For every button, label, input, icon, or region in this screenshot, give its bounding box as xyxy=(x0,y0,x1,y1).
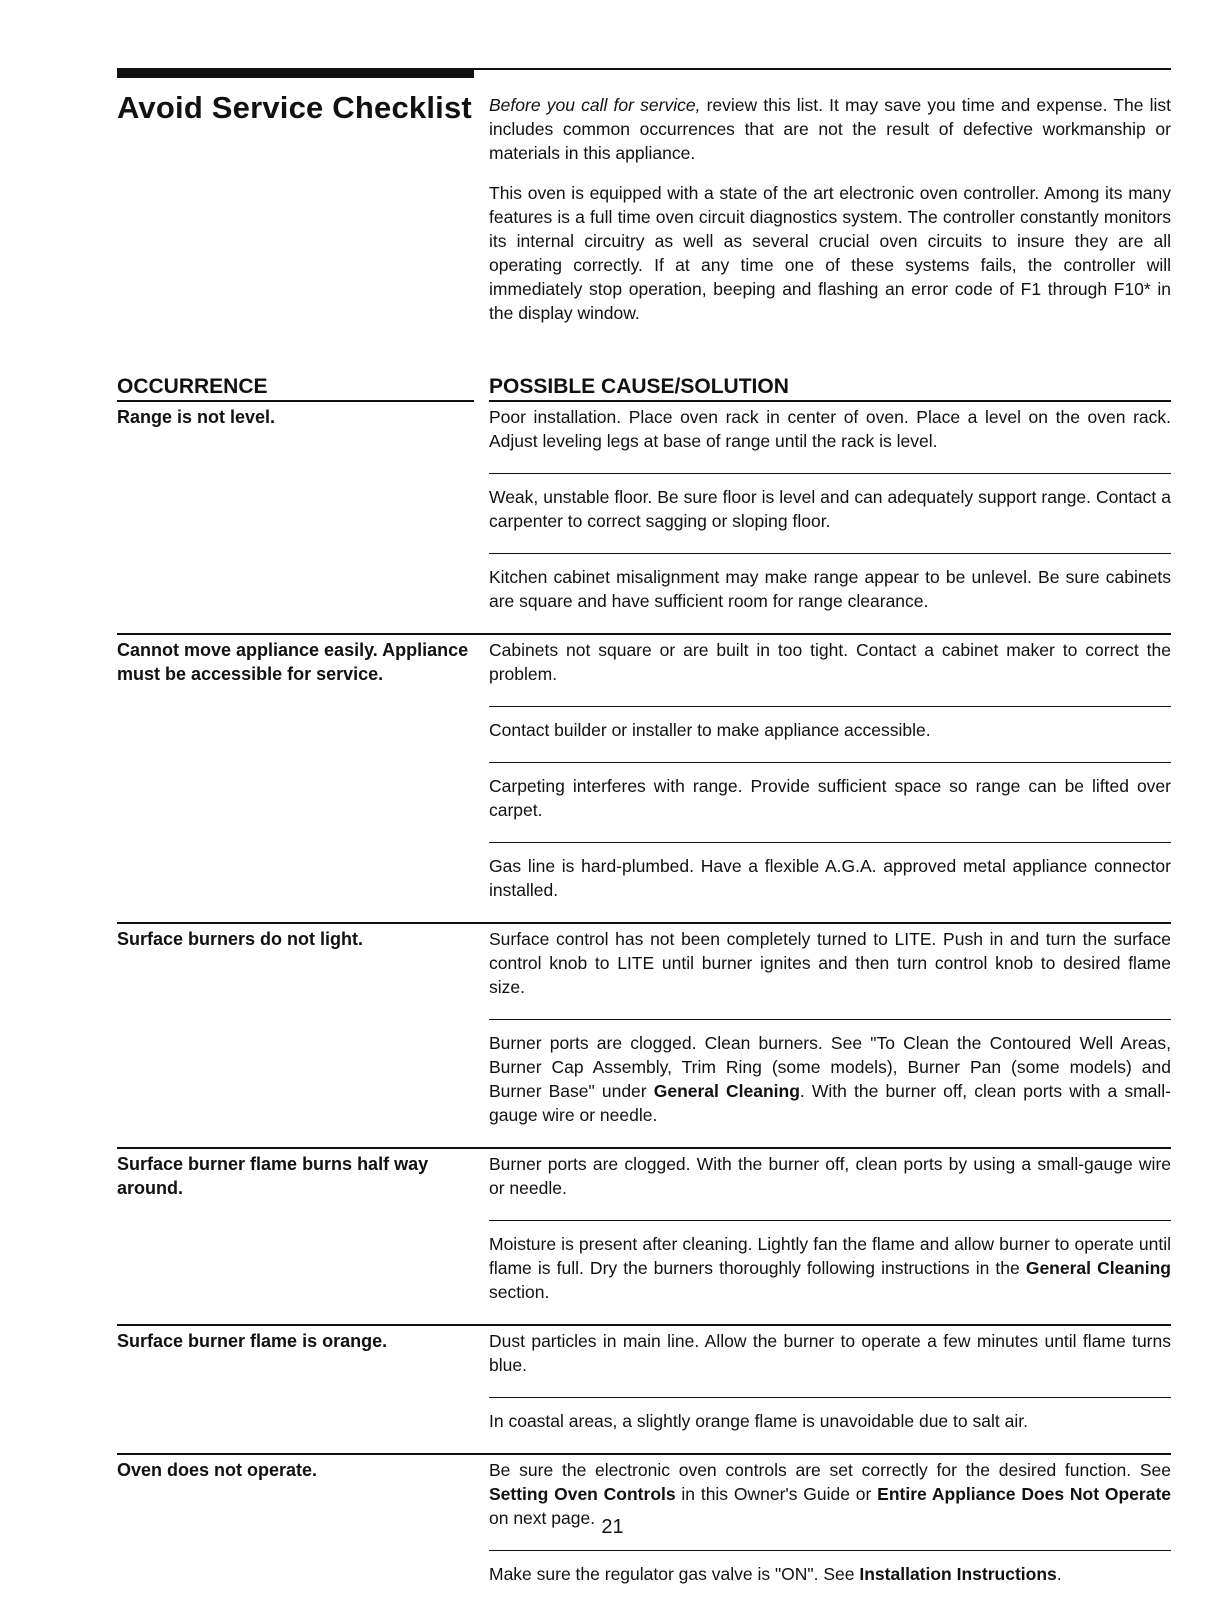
solution-text: In coastal areas, a slightly orange flame is unavoidable due to salt air. xyxy=(489,1411,1028,1431)
solution-text: Kitchen cabinet misalignment may make range appear to be unlevel. Be sure cabinets are square and have sufficient room for range clearance. xyxy=(489,567,1171,611)
solution-text: Surface control has not been completely turned to LITE. Push in and turn the surface control knob to LITE until burner ignites and then turn control knob to desired flame size. xyxy=(489,929,1171,997)
solution-item xyxy=(489,402,1171,473)
solution-text: Moisture is present after cleaning. Lightly fan the flame and allow burner to operate until flame is full. Dry the burners thoroughly following instructions in the xyxy=(489,1234,1171,1278)
intro-paragraph-2: This oven is equipped with a state of the art electronic oven controller. Among its many features is a full time oven circuit diagnostics system. The controller constantly monitors its internal circuitry as well as several crucial oven circuits to insure they are all operating correctly. If at any time one of these systems fails, the controller will immediately stop operation, beeping and flashing an error code of F1 through F10* in the display window. xyxy=(489,183,1171,323)
solution-item xyxy=(489,1019,1171,1147)
occurrence-text: Cannot move appliance easily. Appliance must be accessible for service. xyxy=(117,640,469,684)
solution-item xyxy=(489,1550,1171,1606)
solutions-list xyxy=(489,402,1171,633)
solutions-list xyxy=(489,1326,1171,1453)
solution-text: Weak, unstable floor. Be sure floor is level and can adequately support range. Contact a carpenter to correct sagging or sloping floor. xyxy=(489,487,1171,531)
solution-text: section. xyxy=(489,1282,550,1302)
page-number: 21 xyxy=(601,1516,624,1538)
solution-item xyxy=(489,473,1171,553)
column-header-occurrence: OCCURRENCE xyxy=(117,375,474,402)
header-rule-thin xyxy=(474,68,1171,70)
checklist-row xyxy=(117,1147,1171,1324)
checklist-row xyxy=(117,922,1171,1147)
occurrence-text: Range is not level. xyxy=(117,407,276,427)
solution-text: . With the burner off, clean ports with a small-gauge wire or needle. xyxy=(489,1081,1171,1125)
solution-item xyxy=(489,1326,1171,1397)
checklist-row xyxy=(117,402,1171,633)
solution-item xyxy=(489,1397,1171,1453)
solution-text: on next page. xyxy=(489,1508,596,1528)
occurrence-text: Oven does not operate. xyxy=(117,1460,318,1480)
solution-reference: Entire Appliance Does Not Operate xyxy=(877,1484,1172,1504)
column-header-solution: POSSIBLE CAUSE/SOLUTION xyxy=(489,375,1171,402)
solution-item xyxy=(489,842,1171,922)
solution-text: Make sure the regulator gas valve is "ON". See xyxy=(489,1564,860,1584)
checklist-row xyxy=(117,1324,1171,1453)
solution-text: Burner ports are clogged. With the burner off, clean ports by using a small-gauge wire or needle. xyxy=(489,1154,1171,1198)
solution-text: in this Owner's Guide or xyxy=(675,1484,878,1504)
solution-text: Contact builder or installer to make appliance accessible. xyxy=(489,720,931,740)
occurrence-text: Surface burner flame is orange. xyxy=(117,1331,388,1351)
solution-item xyxy=(489,635,1171,706)
intro-lead: Before you call for service, xyxy=(489,95,701,115)
solution-item xyxy=(489,1149,1171,1220)
intro-text xyxy=(489,93,1171,341)
solution-text: Poor installation. Place oven rack in center of oven. Place a level on the oven rack. Adjust leveling legs at base of range until the rack is level. xyxy=(489,407,1171,451)
solution-reference: Setting Oven Controls xyxy=(489,1484,676,1504)
solution-text: Be sure the electronic oven controls are set correctly for the desired function. See xyxy=(489,1460,1171,1480)
solution-item xyxy=(489,706,1171,762)
solution-item xyxy=(489,1220,1171,1324)
solution-text: Cabinets not square or are built in too tight. Contact a cabinet maker to correct the problem. xyxy=(489,640,1171,684)
solutions-list xyxy=(489,1149,1171,1324)
occurrence-text: Surface burners do not light. xyxy=(117,929,364,949)
occurrence-text: Surface burner flame burns half way around. xyxy=(117,1154,429,1198)
solution-text: . xyxy=(1056,1564,1062,1584)
solution-reference: Installation Instructions xyxy=(859,1564,1057,1584)
intro-paragraph-1 xyxy=(489,93,1171,165)
page-title: Avoid Service Checklist xyxy=(117,90,472,125)
solution-text: Dust particles in main line. Allow the burner to operate a few minutes until flame turns blue. xyxy=(489,1331,1171,1375)
solution-text: Carpeting interferes with range. Provide sufficient space so range can be lifted over carpet. xyxy=(489,776,1171,820)
solution-reference: General Cleaning xyxy=(1025,1258,1171,1278)
solution-text: Burner ports are clogged. Clean burners. See "To Clean the Contoured Well Areas, Burner Cap Assembly, Trim Ring (some models), Burner Pan (some models) and Burner Base" under xyxy=(489,1033,1171,1101)
solution-reference: General Cleaning xyxy=(653,1081,800,1101)
header-rule-thick xyxy=(117,68,474,78)
solution-item xyxy=(489,762,1171,842)
checklist-row xyxy=(117,633,1171,922)
solutions-list xyxy=(489,924,1171,1147)
solution-item xyxy=(489,553,1171,633)
intro-rest: review this list. It may save you time and expense. The list includes common occurrences that are not the result of defective workmanship or materials in this appliance. xyxy=(489,95,1172,163)
solution-item xyxy=(489,924,1171,1019)
solution-text: Gas line is hard-plumbed. Have a flexible A.G.A. approved metal appliance connector installed. xyxy=(489,856,1171,900)
checklist-table xyxy=(117,402,1171,1606)
solutions-list xyxy=(489,635,1171,922)
